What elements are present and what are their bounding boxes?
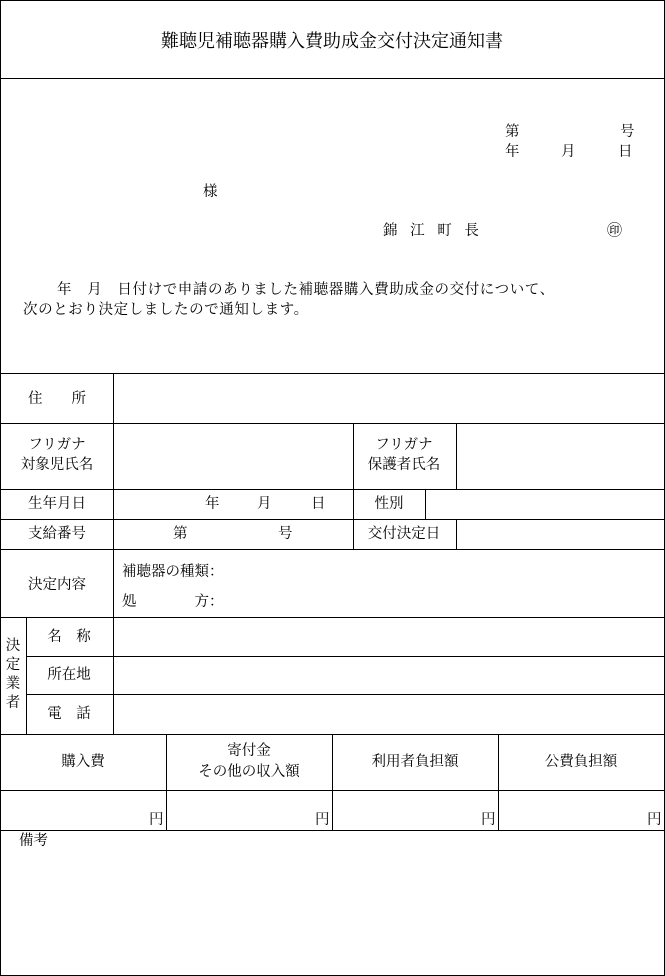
divider: [0, 373, 665, 374]
yen-unit: 円: [647, 812, 662, 828]
cost-header-user-burden: 利用者負担額: [371, 754, 459, 770]
guardian-name-label: 保護者氏名: [367, 457, 441, 473]
column-line: [26, 617, 27, 734]
date-month: 月: [561, 144, 576, 160]
seal-mark: ㊞: [607, 221, 623, 239]
doc-number-suffix: 号: [620, 124, 635, 140]
child-name-label: 対象児氏名: [20, 457, 94, 473]
sex-label: 性別: [374, 496, 404, 512]
dob-label: 生年月日: [28, 496, 86, 512]
divider: [0, 423, 665, 424]
dob-day: 日: [311, 496, 326, 512]
vendor-label: 決定業者: [5, 638, 21, 711]
yen-unit: 円: [315, 812, 330, 828]
document-title: 難聴児補聴器購入費助成金交付決定通知書: [161, 31, 503, 52]
divider: [26, 694, 665, 695]
column-line: [166, 734, 167, 830]
child-furigana-label: フリガナ: [28, 437, 86, 453]
body-text-line2: 次のとおり決定しましたので通知します。: [23, 302, 309, 318]
column-line: [498, 734, 499, 830]
divider: [0, 519, 665, 520]
yen-unit: 円: [481, 812, 496, 828]
body-text-line1: 年 月 日付けで申請のありました補聴器購入費助成金の交付について、: [57, 282, 555, 298]
cost-header-public-burden: 公費負担額: [544, 754, 618, 770]
divider: [0, 617, 665, 618]
hearing-aid-type-label: 補聴器の種類：: [122, 564, 224, 580]
payment-no-prefix: 第: [173, 526, 188, 542]
decision-date-label: 交付決定日: [367, 526, 441, 542]
column-line: [353, 423, 354, 549]
guardian-furigana-label: フリガナ: [375, 437, 433, 453]
dob-month: 月: [257, 496, 272, 512]
column-line: [456, 519, 457, 549]
dob-year: 年: [205, 496, 220, 512]
payment-no-label: 支給番号: [28, 526, 86, 542]
addressee-suffix: 様: [203, 184, 218, 200]
decision-content-label: 決定内容: [28, 577, 86, 593]
remarks-label: 備考: [19, 833, 48, 849]
issuer: 錦 江 町 長: [383, 223, 483, 239]
address-label: 住 所: [28, 391, 86, 407]
divider: [0, 549, 665, 550]
column-line: [425, 489, 426, 519]
prescription-label: 処 方：: [122, 594, 224, 610]
cost-header-purchase: 購入費: [61, 754, 105, 770]
divider: [0, 489, 665, 490]
column-line: [456, 423, 457, 489]
doc-number-prefix: 第: [505, 124, 520, 140]
payment-no-suffix: 号: [278, 526, 293, 542]
vendor-name-label: 名 称: [47, 629, 91, 645]
column-line: [113, 373, 114, 734]
cost-header-other-income: その他の収入額: [198, 764, 300, 780]
yen-unit: 円: [149, 812, 164, 828]
date-year: 年: [505, 144, 520, 160]
divider: [0, 78, 665, 79]
date-day: 日: [618, 144, 633, 160]
cost-header-donation: 寄付金: [227, 743, 271, 759]
divider: [26, 656, 665, 657]
column-line: [332, 734, 333, 830]
divider: [0, 830, 665, 831]
vendor-location-label: 所在地: [47, 667, 91, 683]
vendor-phone-label: 電 話: [47, 706, 91, 722]
